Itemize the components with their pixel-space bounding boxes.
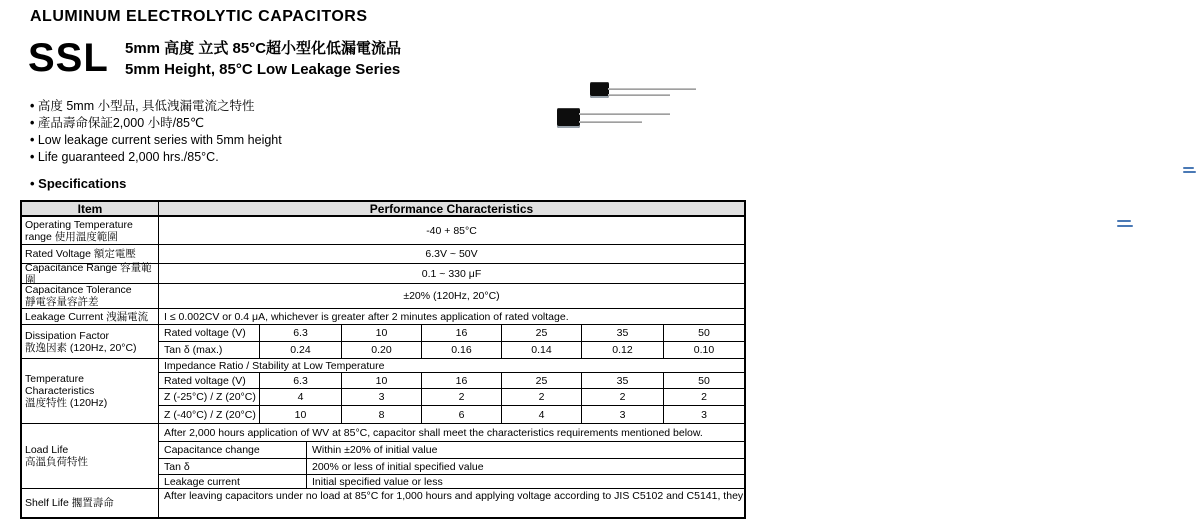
z-minus25-label: Z (-25°C) / Z (20°C) — [159, 389, 260, 406]
z-minus40-label: Z (-40°C) / Z (20°C) — [159, 406, 260, 424]
capacitor-marking — [1183, 167, 1194, 169]
voltage-cell: 35 — [582, 373, 664, 389]
row-label-load-life — [22, 424, 159, 489]
capacitor-lead — [608, 88, 696, 90]
label-line: 靜電容量容許差 — [25, 296, 99, 308]
subtitle-chinese: 5mm 高度 立式 85°C超小型化低漏電流品 — [125, 40, 402, 57]
z-value-cell: 2 — [502, 389, 582, 406]
capacitor-body — [590, 82, 609, 98]
capacitor-marking — [1117, 220, 1131, 222]
feature-list — [30, 98, 282, 166]
capacitor-marking — [1117, 225, 1133, 227]
label-line: Temperature — [25, 373, 84, 385]
tan-value-cell: 0.24 — [260, 342, 342, 359]
page-title: ALUMINUM ELECTROLYTIC CAPACITORS — [30, 8, 368, 25]
label-line: 高溫負荷特性 — [25, 456, 88, 468]
voltage-cell: 50 — [664, 325, 744, 342]
load-life-item-value: Initial specified value or less — [307, 475, 744, 489]
voltage-cell: 6.3 — [260, 373, 342, 389]
load-life-item-name: Leakage current — [159, 475, 307, 489]
voltage-cell: 16 — [422, 373, 502, 389]
load-life-item-value: 200% or less of initial specified value — [307, 459, 744, 475]
z-value-cell: 2 — [422, 389, 502, 406]
voltage-cell: 6.3 — [260, 325, 342, 342]
label-line: Capacitance Tolerance — [25, 284, 132, 296]
label-line: Dissipation Factor — [25, 329, 110, 342]
label-line: Characteristics — [25, 385, 95, 397]
specifications-heading: • Specifications — [30, 176, 126, 191]
column-header-item: Item — [22, 202, 159, 217]
capacitor-body — [557, 108, 580, 128]
row-label-leakage-current: Leakage Current 洩漏電流 — [22, 309, 159, 325]
feature-item: • Low leakage current series with 5mm height — [30, 132, 282, 149]
tan-value-cell: 0.10 — [664, 342, 744, 359]
row-label-temperature-characteristics — [22, 359, 159, 424]
z-value-cell: 6 — [422, 406, 502, 424]
feature-item: • Life guaranteed 2,000 hrs./85°C. — [30, 149, 282, 166]
subtitle-english: 5mm Height, 85°C Low Leakage Series — [125, 61, 401, 78]
z-value-cell: 10 — [260, 406, 342, 424]
row-label-dissipation-factor — [22, 325, 159, 359]
z-value-cell: 3 — [342, 389, 422, 406]
voltage-cell: 16 — [422, 325, 502, 342]
capacitor-marking — [1183, 171, 1196, 173]
voltage-cell: 25 — [502, 373, 582, 389]
dissipation-tan-label: Tan δ (max.) — [159, 342, 260, 359]
capacitor-lead — [579, 113, 670, 115]
z-value-cell: 3 — [582, 406, 664, 424]
load-life-item-name: Tan δ — [159, 459, 307, 475]
z-value-cell: 4 — [502, 406, 582, 424]
value-rated-voltage: 6.3V ~ 50V — [159, 245, 744, 264]
tan-value-cell: 0.16 — [422, 342, 502, 359]
feature-item: • 產品壽命保証2,000 小時/85℃ — [30, 115, 282, 132]
tan-value-cell: 0.14 — [502, 342, 582, 359]
label-line: Load Life — [25, 444, 69, 456]
series-subtitle — [125, 38, 401, 80]
feature-item: • 高度 5mm 小型品, 具低洩漏電流之特性 — [30, 98, 282, 115]
dissipation-rated-voltage-label: Rated voltage (V) — [159, 325, 260, 342]
row-label-capacitance-tolerance — [22, 284, 159, 309]
label-line: 散逸因素 (120Hz, 20°C) — [25, 341, 137, 354]
voltage-cell: 35 — [582, 325, 664, 342]
value-operating-temp: -40 + 85°C — [159, 217, 744, 245]
capacitor-lead — [608, 94, 670, 96]
voltage-cell: 50 — [664, 373, 744, 389]
voltage-cell: 10 — [342, 325, 422, 342]
load-life-item-value: Within ±20% of initial value — [307, 442, 744, 459]
z-value-cell: 8 — [342, 406, 422, 424]
label-line: range 使用溫度範圍 — [25, 230, 118, 243]
row-label-shelf-life: Shelf Life 擱置壽命 — [22, 489, 159, 517]
row-label-rated-voltage: Rated Voltage 額定電壓 — [22, 245, 159, 264]
voltage-cell: 25 — [502, 325, 582, 342]
tan-value-cell: 0.12 — [582, 342, 664, 359]
column-header-performance: Performance Characteristics — [159, 202, 744, 217]
label-line: 溫度特性 (120Hz) — [25, 397, 108, 409]
label-line: Operating Temperature — [25, 218, 133, 231]
series-name: SSL — [28, 36, 109, 80]
voltage-cell: 10 — [342, 373, 422, 389]
z-value-cell: 2 — [664, 389, 744, 406]
capacitor-lead — [579, 121, 642, 123]
load-life-item-name: Capacitance change — [159, 442, 307, 459]
row-label-operating-temp — [22, 217, 159, 245]
z-value-cell: 4 — [260, 389, 342, 406]
tan-value-cell: 0.20 — [342, 342, 422, 359]
row-label-capacitance-range: Capacitance Range 容量範圍 — [22, 264, 159, 284]
z-value-cell: 2 — [582, 389, 664, 406]
z-value-cell: 3 — [664, 406, 744, 424]
temperature-rated-voltage-label: Rated voltage (V) — [159, 373, 260, 389]
specifications-table — [20, 200, 746, 519]
shelf-life-text: After leaving capacitors under no load at 85°C for 1,000 hours and applying voltage according to JIS C5102 and C5141, they — [164, 490, 744, 502]
load-life-intro: After 2,000 hours application of WV at 85°C, capacitor shall meet the characteristics requirements mentioned below. — [159, 424, 744, 442]
value-leakage-current: I ≤ 0.002CV or 0.4 μA, whichever is greater after 2 minutes application of rated voltage. — [159, 309, 744, 325]
value-capacitance-range: 0.1 ~ 330 μF — [159, 264, 744, 284]
value-capacitance-tolerance: ±20% (120Hz, 20°C) — [159, 284, 744, 309]
impedance-ratio-title: Impedance Ratio / Stability at Low Temperature — [159, 359, 744, 373]
